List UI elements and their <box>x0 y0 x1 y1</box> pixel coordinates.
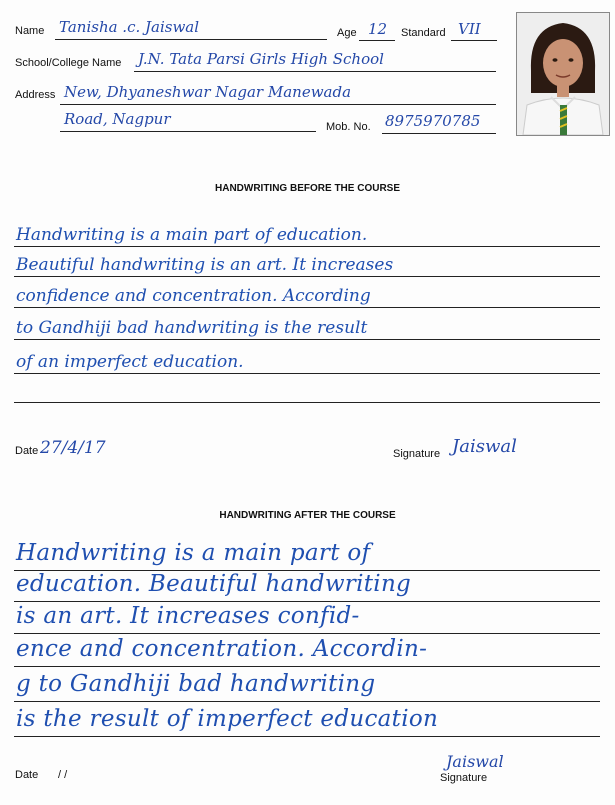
age-label: Age <box>337 27 357 39</box>
ruled-line <box>14 633 600 634</box>
standard-field <box>451 20 497 41</box>
before-line-4: to Gandhiji bad handwriting is the result <box>16 318 368 338</box>
address-line2-value: Road, Nagpur <box>64 110 171 128</box>
address-line1-value: New, Dhyaneshwar Nagar Manewada <box>64 83 352 101</box>
ruled-line <box>14 666 600 667</box>
ruled-line <box>14 307 600 308</box>
ruled-line <box>14 701 600 702</box>
school-value: J.N. Tata Parsi Girls High School <box>138 50 384 68</box>
before-signature: Jaiswal <box>452 436 517 457</box>
after-line-2: education. Beautiful handwriting <box>16 571 412 597</box>
after-line-4: ence and concentration. Accordin- <box>16 636 428 662</box>
age-value: 12 <box>368 20 388 38</box>
age-field <box>359 20 395 41</box>
before-line-5: of an imperfect education. <box>16 352 244 372</box>
before-date-value: 27/4/17 <box>40 438 106 458</box>
ruled-line <box>14 601 600 602</box>
after-signature-label: Signature <box>440 772 488 784</box>
after-line-3: is an art. It increases confid- <box>16 603 360 629</box>
name-value: Tanisha .c. Jaiswal <box>59 18 200 36</box>
before-line-1: Handwriting is a main part of education. <box>16 225 368 245</box>
standard-value: VII <box>458 20 481 38</box>
before-heading: HANDWRITING BEFORE THE COURSE <box>215 183 400 194</box>
after-line-5: g to Gandhiji bad handwriting <box>16 671 376 697</box>
before-date-label: Date <box>15 445 39 457</box>
after-signature: Jaiswal <box>446 752 504 771</box>
ruled-line <box>14 339 600 340</box>
address-label: Address <box>15 89 56 101</box>
after-line-1: Handwriting is a main part of <box>16 540 371 566</box>
ruled-line <box>14 246 600 247</box>
ruled-line <box>14 276 600 277</box>
after-heading: HANDWRITING AFTER THE COURSE <box>219 510 396 521</box>
before-line-2: Beautiful handwriting is an art. It increases <box>16 255 394 275</box>
name-label: Name <box>15 25 45 37</box>
school-field <box>134 50 496 72</box>
standard-label: Standard <box>401 27 446 39</box>
after-line-6: is the result of imperfect education <box>16 706 439 732</box>
address-line2-field <box>60 110 316 132</box>
ruled-line <box>14 736 600 737</box>
mob-value: 8975970785 <box>385 112 481 130</box>
before-line-3: confidence and concentration. According <box>16 286 371 306</box>
address-line1-field <box>60 83 496 105</box>
name-field <box>55 18 327 40</box>
mob-label: Mob. No. <box>326 121 371 133</box>
after-date-value: / / <box>58 769 68 781</box>
before-signature-label: Signature <box>393 448 441 460</box>
school-label: School/College Name <box>15 57 122 69</box>
ruled-line <box>14 402 600 403</box>
student-photo <box>516 12 610 136</box>
student-photo-image <box>517 13 609 135</box>
after-date-label: Date <box>15 769 39 781</box>
ruled-line <box>14 373 600 374</box>
mob-field <box>382 112 496 134</box>
